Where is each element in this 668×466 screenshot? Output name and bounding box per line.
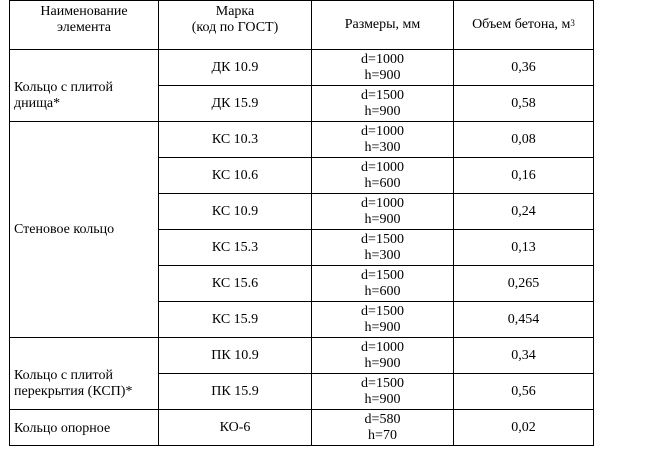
volume-cell: 0,58	[454, 86, 594, 122]
volume-cell: 0,34	[454, 338, 594, 374]
height-value: h=600	[364, 283, 401, 299]
header-size	[312, 1, 454, 50]
diameter-value: d=1500	[361, 87, 404, 103]
height-value: h=300	[364, 139, 401, 155]
height-value: h=900	[364, 391, 401, 407]
size-cell	[312, 374, 454, 410]
volume-cell: 0,13	[454, 230, 594, 266]
height-value: h=900	[364, 67, 401, 83]
volume-cell: 0,454	[454, 302, 594, 338]
size-cell	[312, 302, 454, 338]
volume-cell: 0,24	[454, 194, 594, 230]
diameter-value: d=1000	[361, 51, 404, 67]
volume-cell: 0,16	[454, 158, 594, 194]
diameter-value: d=1000	[361, 195, 404, 211]
element-name-cell: Кольцо с плитой перекрытия (КСП)*	[10, 338, 159, 410]
header-name	[10, 1, 159, 50]
mark-cell: КС 15.9	[159, 302, 312, 338]
table-row	[10, 122, 594, 158]
mark-cell: ПК 15.9	[159, 374, 312, 410]
mark-cell: КС 10.3	[159, 122, 312, 158]
diameter-value: d=1500	[361, 231, 404, 247]
header-volume	[454, 1, 594, 50]
diameter-value: d=1000	[361, 159, 404, 175]
header-volume-text: Объем бетона, м	[472, 17, 571, 32]
height-value: h=70	[368, 427, 397, 443]
mark-cell: ДК 10.9	[159, 50, 312, 86]
mark-cell: ПК 10.9	[159, 338, 312, 374]
table-row	[10, 50, 594, 86]
diameter-value: d=1000	[361, 123, 404, 139]
volume-cell: 0,08	[454, 122, 594, 158]
header-mark-line2: (код по ГОСТ)	[191, 20, 279, 35]
size-cell	[312, 266, 454, 302]
element-name-cell: Стеновое кольцо	[10, 122, 159, 338]
height-value: h=900	[364, 103, 401, 119]
table-row	[10, 338, 594, 374]
volume-cell: 0,02	[454, 410, 594, 446]
height-value: h=300	[364, 247, 401, 263]
mark-cell: КС 15.6	[159, 266, 312, 302]
volume-cell: 0,56	[454, 374, 594, 410]
header-size-text: Размеры, мм	[344, 17, 421, 32]
mark-cell: КО-6	[159, 410, 312, 446]
height-value: h=600	[364, 175, 401, 191]
volume-cell: 0,36	[454, 50, 594, 86]
header-name-text: Наименование элемента	[40, 4, 128, 35]
table-header-row	[10, 1, 594, 50]
height-value: h=900	[364, 355, 401, 371]
mark-cell: ДК 15.9	[159, 86, 312, 122]
header-mark	[159, 1, 312, 50]
height-value: h=900	[364, 211, 401, 227]
size-cell	[312, 230, 454, 266]
mark-cell: КС 10.9	[159, 194, 312, 230]
size-cell	[312, 194, 454, 230]
mark-cell: КС 10.6	[159, 158, 312, 194]
header-mark-line1: Марка	[215, 4, 255, 19]
height-value: h=900	[364, 319, 401, 335]
diameter-value: d=580	[364, 411, 401, 427]
size-cell	[312, 50, 454, 86]
size-cell	[312, 158, 454, 194]
diameter-value: d=1500	[361, 375, 404, 391]
diameter-value: d=1000	[361, 339, 404, 355]
table-row	[10, 410, 594, 446]
header-volume-sup: 3	[570, 18, 575, 28]
mark-cell: КС 15.3	[159, 230, 312, 266]
diameter-value: d=1500	[361, 303, 404, 319]
size-cell	[312, 86, 454, 122]
concrete-rings-table	[9, 0, 594, 446]
element-name-cell: Кольцо с плитой днища*	[10, 50, 159, 122]
volume-cell: 0,265	[454, 266, 594, 302]
element-name-cell: Кольцо опорное	[10, 410, 159, 446]
size-cell	[312, 122, 454, 158]
size-cell	[312, 338, 454, 374]
diameter-value: d=1500	[361, 267, 404, 283]
size-cell	[312, 410, 454, 446]
